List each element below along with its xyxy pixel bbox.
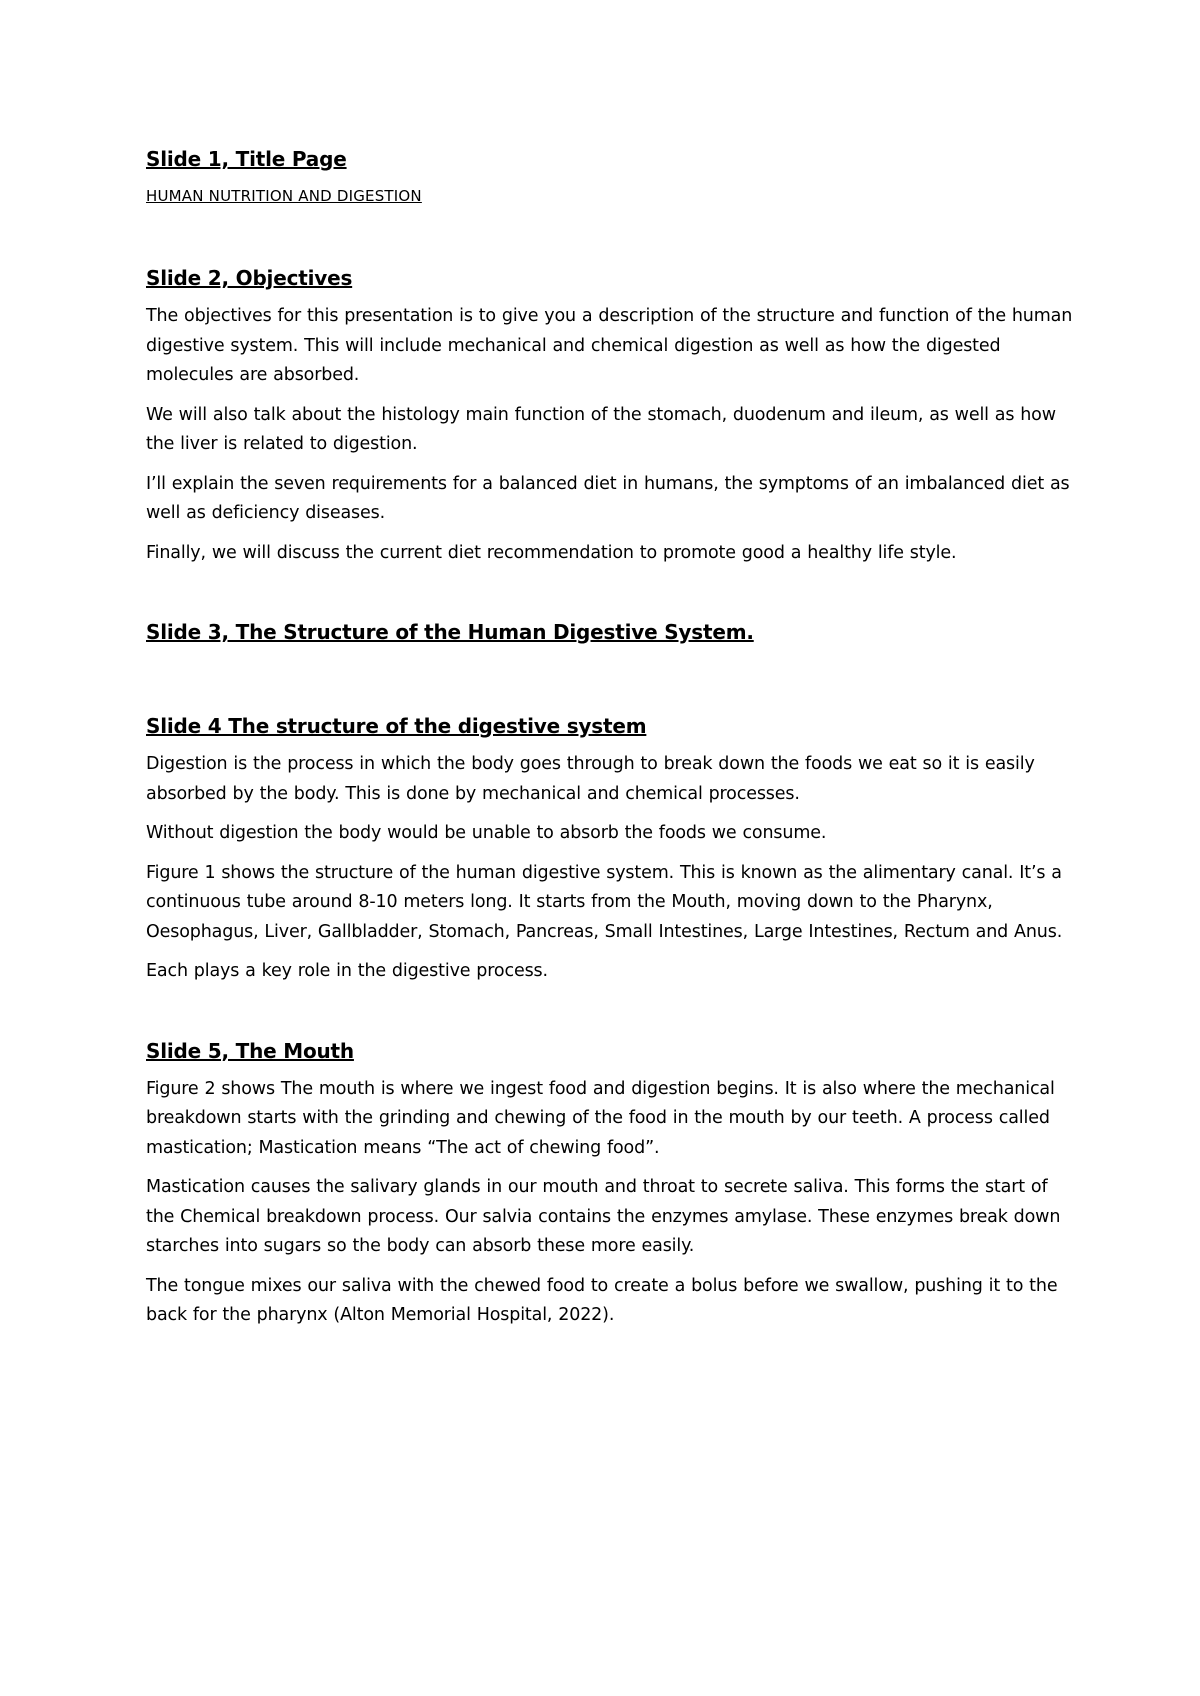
slide-1-heading: Slide 1, Title Page xyxy=(146,147,347,171)
slide-2-heading: Slide 2, Objectives xyxy=(146,266,353,290)
slide-5-paragraph: The tongue mixes our saliva with the chewed food to create a bolus before we swallow, pushing it to the back for the pharynx (Alton Memorial Hospital, 2022). xyxy=(146,1275,1058,1325)
slide-4-paragraph: Digestion is the process in which the body goes through to break down the foods we eat so it is easily absorbed by the body. This is done by mechanical and chemical processes. xyxy=(146,754,1035,804)
slide-5-paragraph: Mastication causes the salivary glands in our mouth and throat to secrete saliva. This forms the start of the Chemical breakdown process. Our salvia contains the enzymes amylase. These enzymes break down starches into sugars so the body can absorb these more easily. xyxy=(146,1177,1061,1256)
slide-1-title-text: HUMAN NUTRITION AND DIGESTION xyxy=(146,187,422,205)
slide-2-paragraph: I’ll explain the seven requirements for a balanced diet in humans, the symptoms of an imbalanced diet as well as deficiency diseases. xyxy=(146,473,1070,523)
slide-5-heading: Slide 5, The Mouth xyxy=(146,1038,354,1063)
slide-5-section xyxy=(146,1037,1076,1331)
slide-4-paragraph: Without digestion the body would be unable to absorb the foods we consume. xyxy=(146,823,827,843)
slide-3-heading: Slide 3, The Structure of the Human Digestive System. xyxy=(146,620,754,644)
slide-1-section xyxy=(146,145,1076,207)
slide-2-section xyxy=(146,264,1076,568)
document-body xyxy=(146,145,1076,1331)
slide-4-paragraph: Each plays a key role in the digestive process. xyxy=(146,961,548,981)
slide-4-heading: Slide 4 The structure of the digestive system xyxy=(146,714,647,738)
slide-4-paragraph: Figure 1 shows the structure of the human digestive system. This is known as the alimentary canal. It’s a continuous tube around 8-10 meters long. It starts from the Mouth, moving down to the Pharynx, Oesophagus, Liver, Gallbladder, Stomach, Pancreas, Small Intestines, Large Intestines, Rectum and Anus. xyxy=(146,862,1063,942)
slide-5-paragraph: Figure 2 shows The mouth is where we ingest food and digestion begins. It is also where the mechanical breakdown starts with the grinding and chewing of the food in the mouth by our teeth. A process called mastication; Mastication means “The act of chewing food”. xyxy=(146,1078,1055,1158)
slide-2-paragraph: The objectives for this presentation is to give you a description of the structure and function of the human digestive system. This will include mechanical and chemical digestion as well as how the digested molecules are absorbed. xyxy=(146,306,1073,385)
slide-3-section xyxy=(146,618,1076,646)
slide-2-paragraph: We will also talk about the histology main function of the stomach, duodenum and ileum, as well as how the liver is related to digestion. xyxy=(146,404,1056,454)
slide-2-paragraph: Finally, we will discuss the current diet recommendation to promote good a healthy life style. xyxy=(146,542,957,563)
slide-4-section xyxy=(146,712,1076,987)
